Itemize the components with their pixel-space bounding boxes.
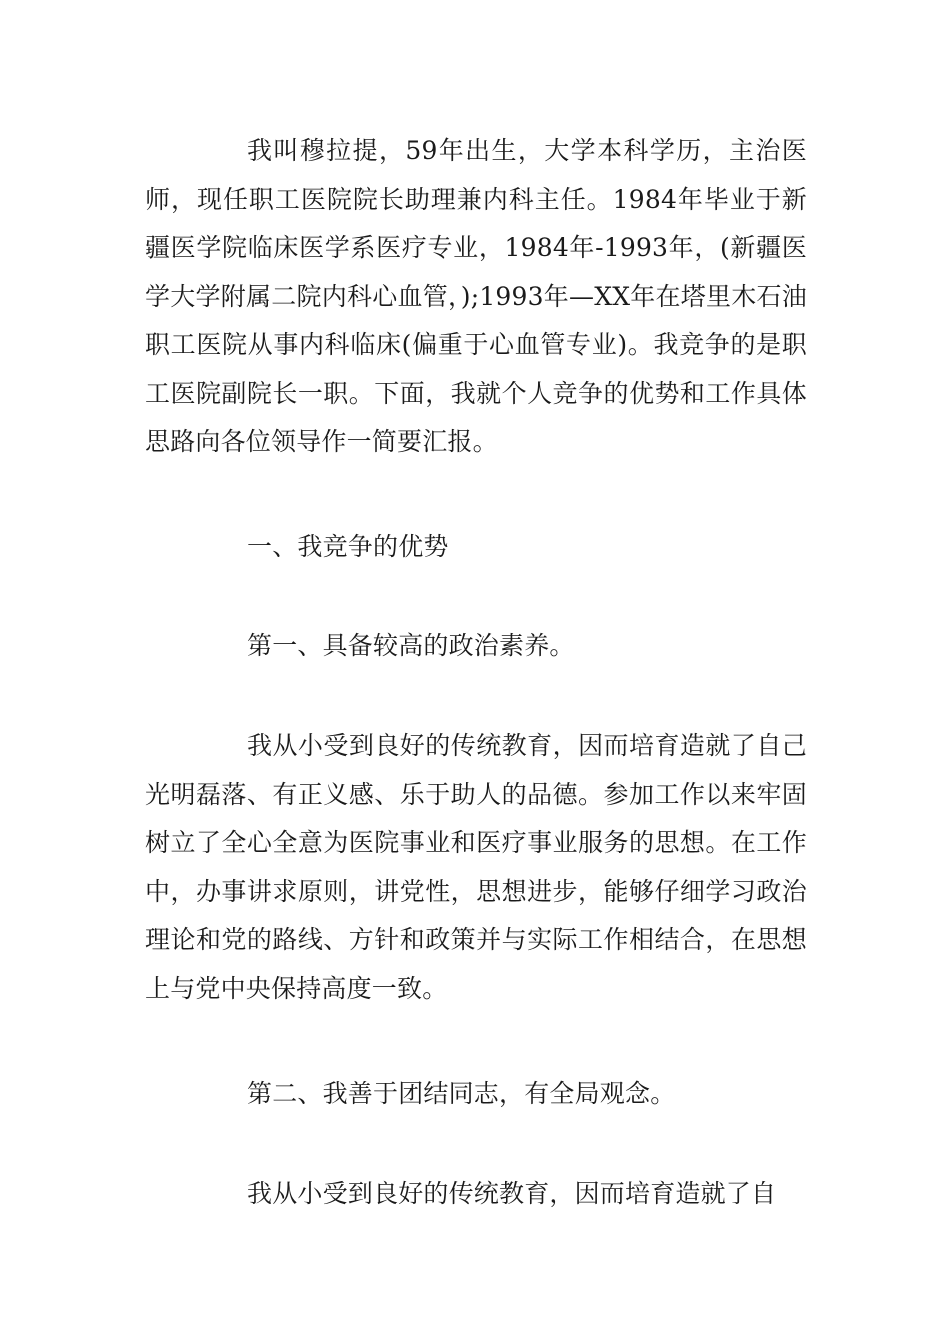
- section-heading: 一、我竞争的优势: [247, 532, 449, 561]
- point-one-paragraph: 我从小受到良好的传统教育，因而培育造就了自己光明磊落、有正义感、乐于助人的品德。参加工作以来牢固树立了全心全意为医院事业和医疗事业服务的思想。在工作中，办事讲求原则，讲党性，思想进步，能够仔细学习政治理论和党的路线、方针和政策并与实际工作相结合，在思想上与党中央保持高度一致。: [145, 731, 807, 1003]
- point-two-paragraph: 我从小受到良好的传统教育，因而培育造就了自: [247, 1179, 777, 1208]
- point-one-heading: 第一、具备较高的政治素养。: [247, 631, 575, 660]
- point-two-heading: 第二、我善于团结同志，有全局观念。: [247, 1079, 676, 1108]
- intro-paragraph: 我叫穆拉提，59年出生，大学本科学历，主治医师，现任职工医院院长助理兼内科主任。1984年毕业于新疆医学院临床医学系医疗专业，1984年-1993年，(新疆医学大学附属二院内科心血管，);1993年—XX年在塔里木石油职工医院从事内科临床(偏重于心血管专业)。我竞争的是职工医院副院长一职。下面，我就个人竞争的优势和工作具体思路向各位领导作一简要汇报。: [145, 136, 807, 456]
